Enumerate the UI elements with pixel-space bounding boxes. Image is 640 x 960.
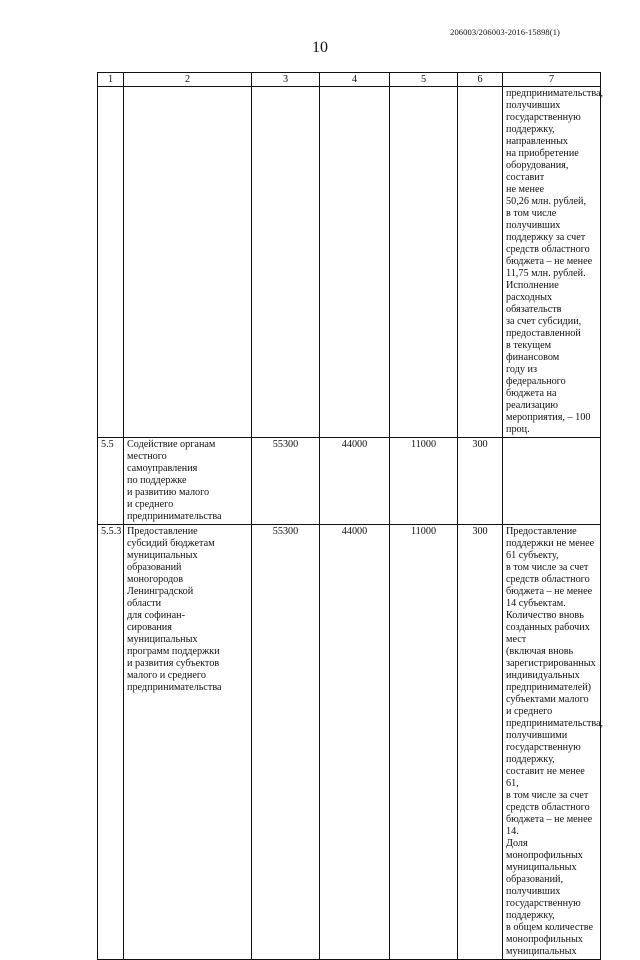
cell-total: 55300 (252, 438, 320, 525)
cell-result (503, 438, 601, 525)
table-header-row (98, 73, 601, 87)
page-number: 10 (312, 39, 328, 56)
cell-description: Предоставление субсидий бюджетам муниципальных образований моногородов Ленинградской области для софинан- сирования муниципальных программ поддержки и развития субъектов малого и среднего предпринимательства (124, 525, 252, 960)
table-row-5-5-3 (98, 525, 601, 960)
data-table (97, 72, 604, 960)
column-header-1: 1 (98, 73, 124, 87)
column-header-5: 5 (390, 73, 458, 87)
cell-total (252, 87, 320, 438)
cell-regional (390, 87, 458, 438)
cell-total: 55300 (252, 525, 320, 960)
table-row-5-5 (98, 438, 601, 525)
cell-code (98, 87, 124, 438)
table-row-continuation (98, 87, 601, 438)
cell-description: Содействие органам местного самоуправления по поддержке и развитию малого и среднего предпринимательства (124, 438, 252, 525)
column-header-7: 7 (503, 73, 601, 87)
cell-regional: 11000 (390, 438, 458, 525)
cell-result: предпринимательства, получивших государственную поддержку, направленных на приобретение оборудования, составит не менее 50,26 млн. рублей, в том числе получивших поддержку за счет средств областного бюджета – не менее 11,75 млн. рублей. Исполнение расходных обязательств за счет субсидии, предоставленной в текущем финансовом году из федерального бюджета на реализацию мероприятия, – 100 проц. (503, 87, 601, 438)
document-number: 206003/206003-2016-15898(1) (450, 27, 560, 37)
cell-local (458, 87, 503, 438)
cell-local: 300 (458, 525, 503, 960)
cell-local: 300 (458, 438, 503, 525)
cell-code: 5.5 (98, 438, 124, 525)
column-header-2: 2 (124, 73, 252, 87)
cell-description (124, 87, 252, 438)
cell-regional: 11000 (390, 525, 458, 960)
column-header-3: 3 (252, 73, 320, 87)
cell-result: Предоставление поддержки не менее 61 субъекту, в том числе за счет средств областного бюджета – не менее 14 субъектам. Количество вновь созданных рабочих мест (включая вновь зарегистрированных индивидуальных предпринимателей) субъектами малого и среднего предпринимательства, получившими государственную поддержку, составит не менее 61, в том числе за счет средств областного бюджета – не менее 14. Доля монопрофильных муниципальных образований, получивших государственную поддержку, в общем количестве монопрофильных муниципальных (503, 525, 601, 960)
column-header-4: 4 (320, 73, 390, 87)
column-header-6: 6 (458, 73, 503, 87)
cell-code: 5.5.3 (98, 525, 124, 960)
cell-federal: 44000 (320, 438, 390, 525)
cell-federal: 44000 (320, 525, 390, 960)
cell-federal (320, 87, 390, 438)
